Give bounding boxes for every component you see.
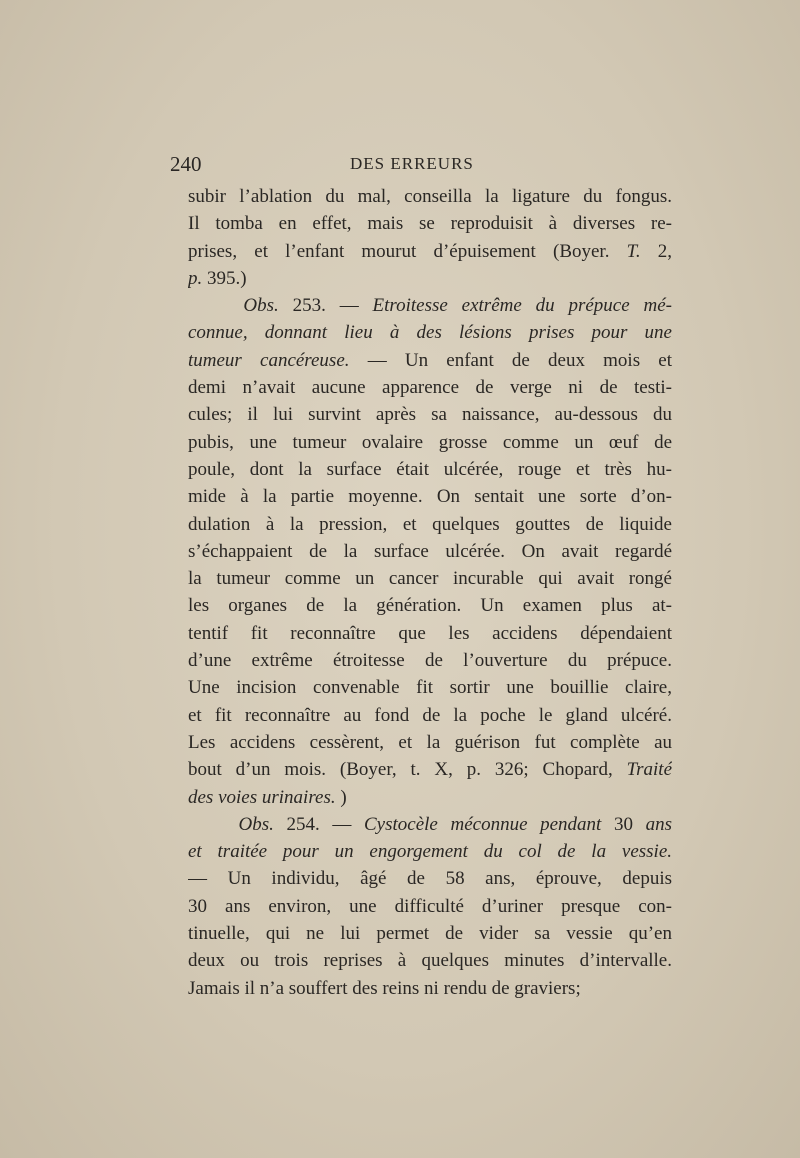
text-run: 254. —: [273, 813, 364, 835]
text-run: les organes de la génération. Un examen plus at-: [188, 595, 672, 617]
text-line: [188, 511, 672, 538]
text-line: [188, 592, 672, 619]
text-run: Une incision convenable fit sortir une bouillie claire,: [188, 677, 672, 699]
italic-run: Etroitesse extrême du prépuce mé-: [372, 295, 672, 317]
text-run: prises, et l’enfant mourut d’épuisement (Boyer.: [188, 240, 627, 262]
text-line: [188, 265, 672, 292]
text-line: [188, 838, 672, 865]
text-run: la tumeur comme un cancer incurable qui avait rongé: [188, 568, 672, 590]
text-run: 395.): [202, 267, 247, 289]
text-line: [188, 920, 672, 947]
text-line: [188, 374, 672, 401]
text-run: pubis, une tumeur ovalaire grosse comme un œuf de: [188, 431, 672, 453]
text-run: d’une extrême étroitesse de l’ouverture du prépuce.: [188, 650, 672, 672]
text-line: [188, 183, 672, 210]
text-run: 30 ans environ, une difficulté d’uriner presque con-: [188, 895, 672, 917]
italic-run: T.: [626, 240, 641, 262]
text-run: tinuelle, qui ne lui permet de vider sa vessie qu’en: [188, 923, 672, 945]
italic-run: ans: [645, 813, 672, 835]
text-line: [188, 319, 672, 346]
text-run: [188, 814, 239, 835]
text-run: demi n’avait aucune apparence de verge ni de testi-: [188, 377, 672, 399]
text-line: [188, 729, 672, 756]
italic-run: Cystocèle méconnue pendant: [364, 813, 602, 835]
text-line: [188, 620, 672, 647]
text-run: ): [335, 786, 347, 808]
text-line: [188, 429, 672, 456]
text-line: [188, 947, 672, 974]
text-line: [188, 674, 672, 701]
italic-run: Obs.: [238, 813, 274, 835]
text-run: 30: [601, 813, 646, 835]
italic-run: Traité: [626, 759, 672, 781]
text-run: — Un enfant de deux mois et: [349, 349, 672, 371]
text-line: [188, 811, 672, 838]
text-run: 253. —: [278, 295, 373, 317]
text-line: [188, 975, 672, 1002]
running-title: DES ERREURS: [350, 154, 474, 173]
text-run: deux ou trois reprises à quelques minutes d’intervalle.: [188, 950, 672, 972]
italic-run: tumeur cancéreuse.: [188, 349, 350, 371]
text-line: [188, 456, 672, 483]
text-run: Il tomba en effet, mais se reproduisit à diverses re-: [188, 213, 672, 235]
text-run: mide à la partie moyenne. On sentait une sorte d’on-: [188, 486, 672, 508]
page-header: [170, 152, 670, 180]
text-run: tentif fit reconnaître que les accidens dépendaient: [188, 622, 672, 644]
text-line: [188, 865, 672, 892]
italic-run: et traitée pour un engorgement du col de la vessie.: [188, 841, 672, 863]
text-line: [188, 893, 672, 920]
text-line: [188, 702, 672, 729]
text-run: 2,: [640, 240, 672, 262]
text-run: s’échappaient de la surface ulcérée. On avait regardé: [188, 540, 672, 562]
text-line: [188, 292, 672, 319]
text-line: [188, 347, 672, 374]
text-run: [188, 295, 243, 316]
text-run: Jamais il n’a souffert des reins ni rendu de graviers;: [188, 977, 581, 999]
text-line: [188, 756, 672, 783]
text-line: [188, 238, 672, 265]
text-line: [188, 210, 672, 237]
text-run: poule, dont la surface était ulcérée, rouge et très hu-: [188, 458, 672, 480]
text-run: bout d’un mois. (Boyer, t. X, p. 326; Chopard,: [188, 759, 627, 781]
text-run: Les accidens cessèrent, et la guérison fut complète au: [188, 731, 672, 753]
text-line: [188, 483, 672, 510]
text-run: — Un individu, âgé de 58 ans, éprouve, depuis: [188, 868, 672, 890]
italic-run: des voies urinaires.: [188, 786, 336, 808]
italic-run: Obs.: [243, 295, 279, 317]
body-text: [188, 183, 672, 1002]
text-run: dulation à la pression, et quelques gouttes de liquide: [188, 513, 672, 535]
text-run: et fit reconnaître au fond de la poche le gland ulcéré.: [188, 704, 672, 726]
text-run: cules; il lui survint après sa naissance, au-dessous du: [188, 404, 672, 426]
text-line: [188, 538, 672, 565]
italic-run: connue, donnant lieu à des lésions prises pour une: [188, 322, 672, 344]
page-number: 240: [170, 152, 202, 176]
italic-run: p.: [188, 267, 203, 289]
text-line: [188, 784, 672, 811]
text-line: [188, 565, 672, 592]
text-run: subir l’ablation du mal, conseilla la ligature du fongus.: [188, 186, 672, 207]
text-line: [188, 647, 672, 674]
text-line: [188, 401, 672, 428]
